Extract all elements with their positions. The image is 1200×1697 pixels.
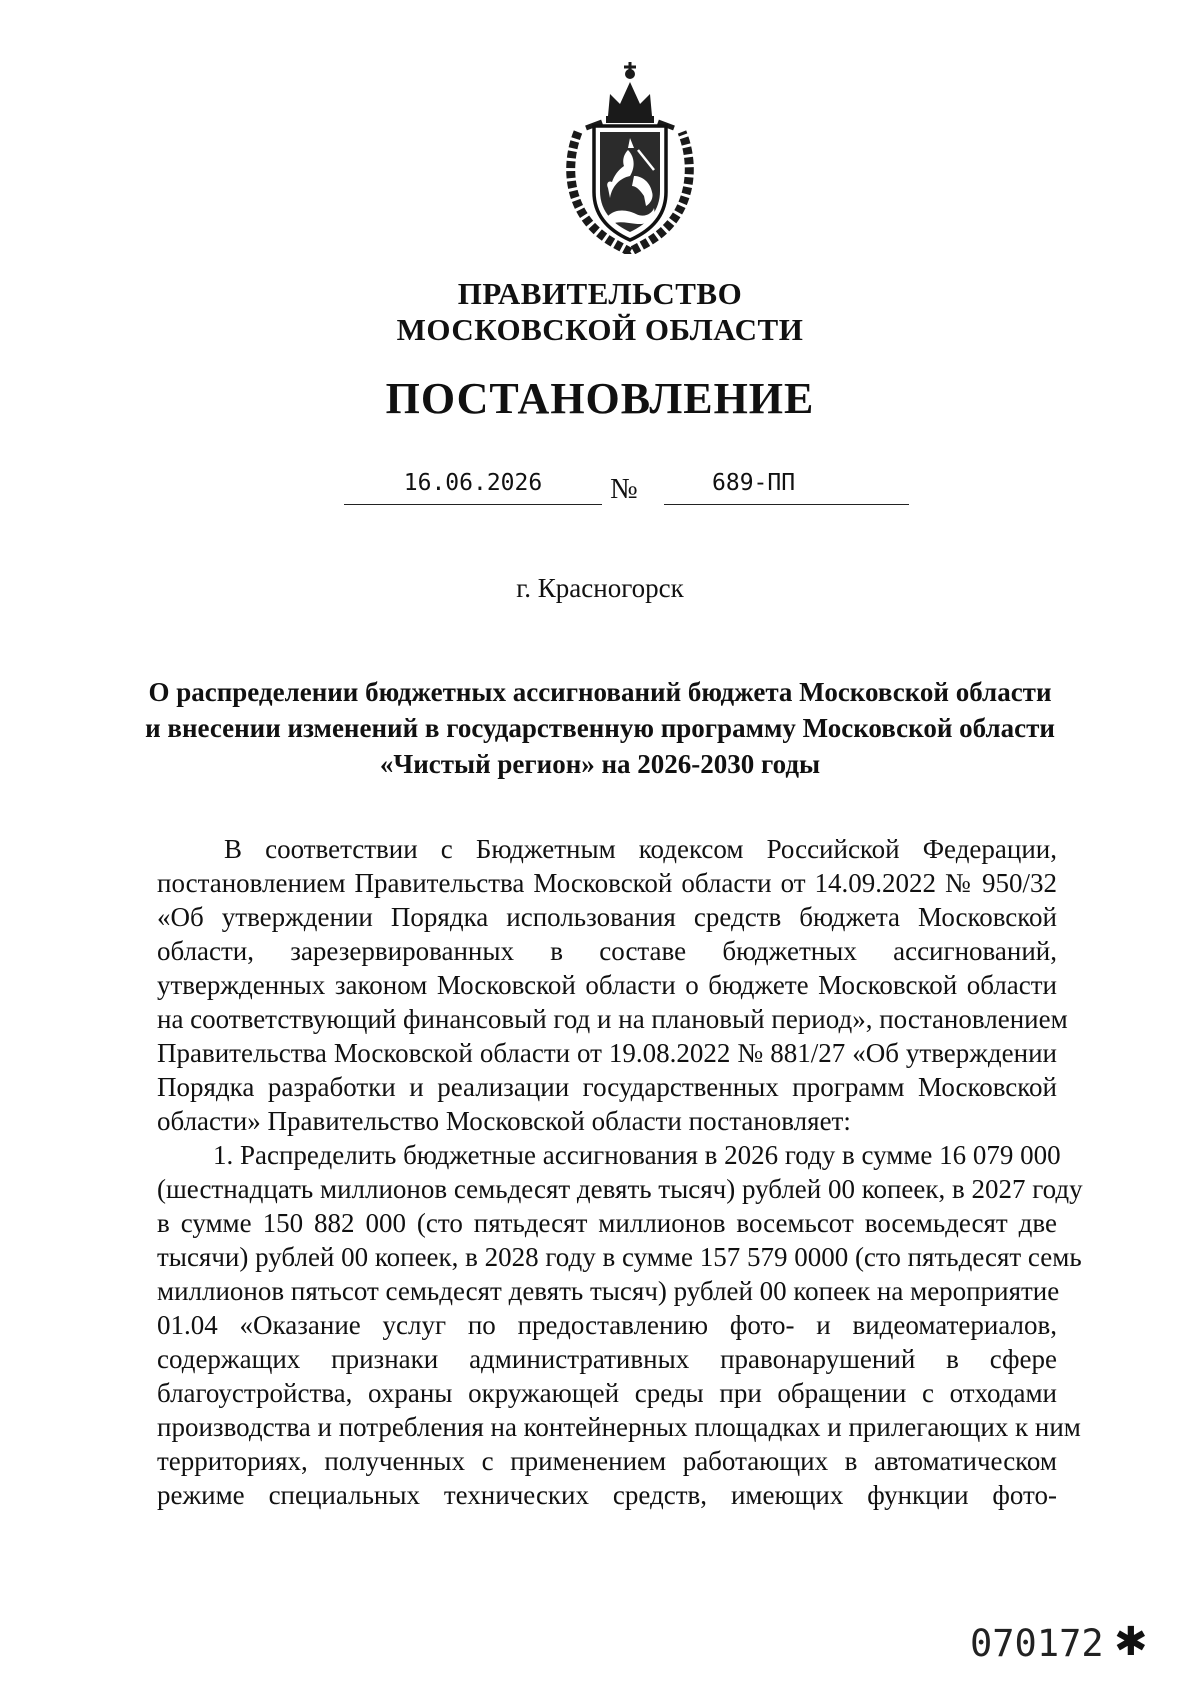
body-line: тысячи) рублей 00 копеек, в 2028 году в сумме 157 579 0000 (сто пятьдесят семь — [157, 1242, 1082, 1272]
document-date — [344, 466, 602, 505]
place-of-issue: г. Красногорск — [516, 573, 684, 603]
body-line: 01.04 «Оказание услуг по предоставлению фото- и видеоматериалов, — [157, 1310, 1057, 1340]
document-title-line: и внесении изменений в государственную программу Московской области — [145, 713, 1055, 743]
body-line: на соответствующий финансовый год и на плановый период», постановлением — [157, 1004, 1068, 1034]
body-line: 1. Распределить бюджетные ассигнования в 2026 году в сумме 16 079 000 — [213, 1140, 1061, 1170]
body-line: в сумме 150 882 000 (сто пятьдесят миллионов восемьсот восемьдесят две — [157, 1208, 1057, 1238]
organization-name-line-2: МОСКОВСКОЙ ОБЛАСТИ — [396, 312, 804, 347]
organization-name-line-1: ПРАВИТЕЛЬСТВО — [457, 276, 743, 311]
document-title-line: О распределении бюджетных ассигнований бюджета Московской области — [148, 677, 1052, 707]
asterisk-mark: ✱ — [1114, 1619, 1148, 1665]
body-line: режиме специальных технических средств, имеющих функции фото- — [157, 1480, 1057, 1510]
body-line: «Об утверждении Порядка использования средств бюджета Московской — [157, 902, 1057, 932]
body-line: территориях, полученных с применением работающих в автоматическом — [157, 1446, 1057, 1476]
document-number — [664, 466, 909, 505]
document-type-heading: ПОСТАНОВЛЕНИЕ — [385, 374, 815, 423]
document-date-value: 16.06.2026 — [403, 470, 543, 496]
body-line: содержащих признаки административных правонарушений в сфере — [157, 1344, 1057, 1374]
body-line: постановлением Правительства Московской области от 14.09.2022 № 950/32 — [157, 868, 1057, 898]
body-line: В соответствии с Бюджетным кодексом Российской Федерации, — [224, 834, 1057, 864]
number-sign: № — [610, 473, 638, 505]
body-line: области» Правительство Московской области постановляет: — [157, 1106, 851, 1136]
document-serial-number: 070172 — [970, 1622, 1104, 1665]
body-line: миллионов пятьсот семьдесят девять тысяч) рублей 00 копеек на мероприятие — [157, 1276, 1060, 1306]
body-line: производства и потребления на контейнерных площадках и прилегающих к ним — [157, 1412, 1081, 1442]
body-line: Правительства Московской области от 19.08.2022 № 881/27 «Об утверждении — [157, 1038, 1057, 1068]
body-line: благоустройства, охраны окружающей среды при обращении с отходами — [157, 1378, 1057, 1408]
body-line: утвержденных законом Московской области о бюджете Московской области — [157, 970, 1057, 1000]
body-line: Порядка разработки и реализации государственных программ Московской — [157, 1072, 1057, 1102]
document-number-value: 689-ПП — [712, 470, 796, 496]
coat-of-arms-emblem — [564, 58, 696, 254]
document-title-line: «Чистый регион» на 2026-2030 годы — [379, 749, 821, 779]
body-line: (шестнадцать миллионов семьдесят девять тысяч) рублей 00 копеек, в 2027 году — [157, 1174, 1083, 1204]
body-line: области, зарезервированных в составе бюджетных ассигнований, — [157, 936, 1057, 966]
